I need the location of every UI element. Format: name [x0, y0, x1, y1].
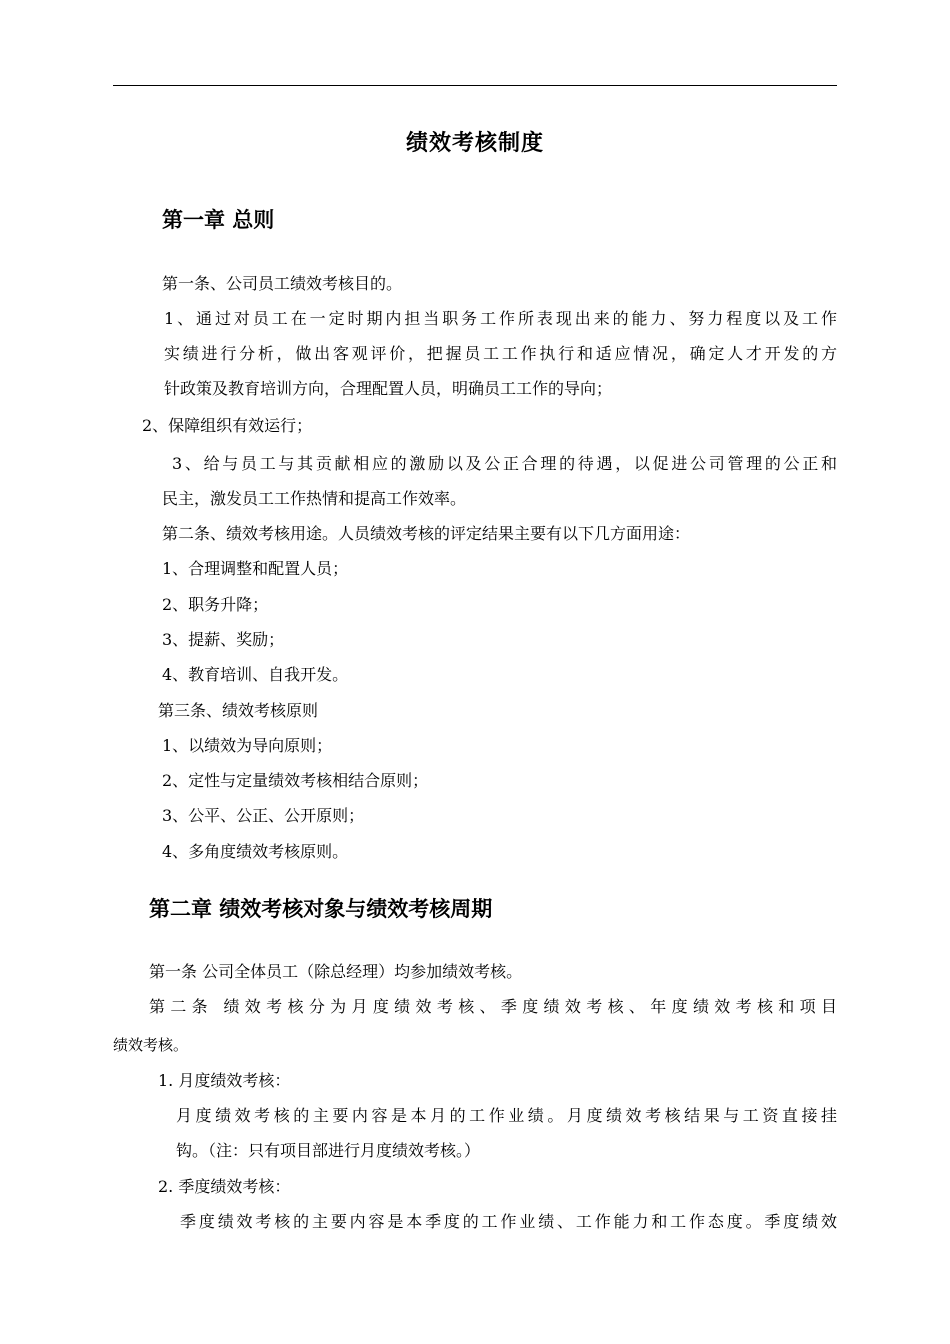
chapter1-article1-item1-line3: 针政策及教育培训方向，合理配置人员，明确员工工作的导向； [164, 379, 613, 398]
chapter2-heading: 第二章 绩效考核对象与绩效考核周期 [149, 896, 493, 921]
header-rule [113, 85, 837, 86]
chapter2-item1-heading: 1. 月度绩效考核： [158, 1071, 291, 1090]
chapter1-article1-heading: 第一条、公司员工绩效考核目的。 [162, 274, 403, 293]
chapter1-article3-item1: 1、以绩效为导向原则； [162, 736, 333, 755]
chapter1-article1-item1-line1: 1、通过对员工在一定时期内担当职务工作所表现出来的能力、努力程度以及工作 [164, 309, 837, 328]
chapter1-article1-item1-line2: 实绩进行分析，做出客观评价，把握员工工作执行和适应情况，确定人才开发的方 [164, 344, 837, 363]
document-title: 绩效考核制度 [405, 130, 544, 156]
chapter2-item2-body-line1: 季度绩效考核的主要内容是本季度的工作业绩、工作能力和工作态度。季度绩效 [180, 1212, 837, 1231]
chapter2-item2-heading: 2. 季度绩效考核： [158, 1177, 291, 1196]
chapter1-article3-heading: 第三条、绩效考核原则 [158, 701, 319, 720]
chapter1-article3-item4: 4、多角度绩效考核原则。 [162, 842, 349, 861]
chapter1-article2-heading: 第二条、绩效考核用途。人员绩效考核的评定结果主要有以下几方面用途： [162, 524, 691, 543]
chapter1-heading: 第一章 总则 [162, 207, 275, 232]
chapter1-article2-item1: 1、合理调整和配置人员； [162, 559, 349, 578]
chapter1-article2-item3: 3、提薪、奖励； [162, 630, 285, 649]
chapter1-article3-item2: 2、定性与定量绩效考核相结合原则； [162, 771, 429, 790]
chapter2-item1-body-line2: 钩。（注：只有项目部进行月度绩效考核。） [176, 1141, 481, 1160]
chapter1-article1-item3-line2: 民主，激发员工工作热情和提高工作效率。 [162, 489, 467, 508]
chapter2-article2-line1: 第二条 绩效考核分为月度绩效考核、季度绩效考核、年度绩效考核和项目 [149, 997, 837, 1016]
chapter1-article1-item3-line1: 3、给与员工与其贡献相应的激励以及公正合理的待遇，以促进公司管理的公正和 [172, 454, 837, 473]
chapter2-article2-line2: 绩效考核。 [113, 1036, 189, 1054]
chapter1-article2-item4: 4、教育培训、自我开发。 [162, 665, 349, 684]
chapter1-article2-item2: 2、职务升降； [162, 595, 269, 614]
chapter2-article1: 第一条 公司全体员工（除总经理）均参加绩效考核。 [149, 962, 523, 981]
chapter1-article1-item2: 2、保障组织有效运行； [142, 416, 313, 435]
chapter1-article3-item3: 3、公平、公正、公开原则； [162, 806, 365, 825]
chapter2-item1-body-line1: 月度绩效考核的主要内容是本月的工作业绩。月度绩效考核结果与工资直接挂 [176, 1106, 837, 1125]
